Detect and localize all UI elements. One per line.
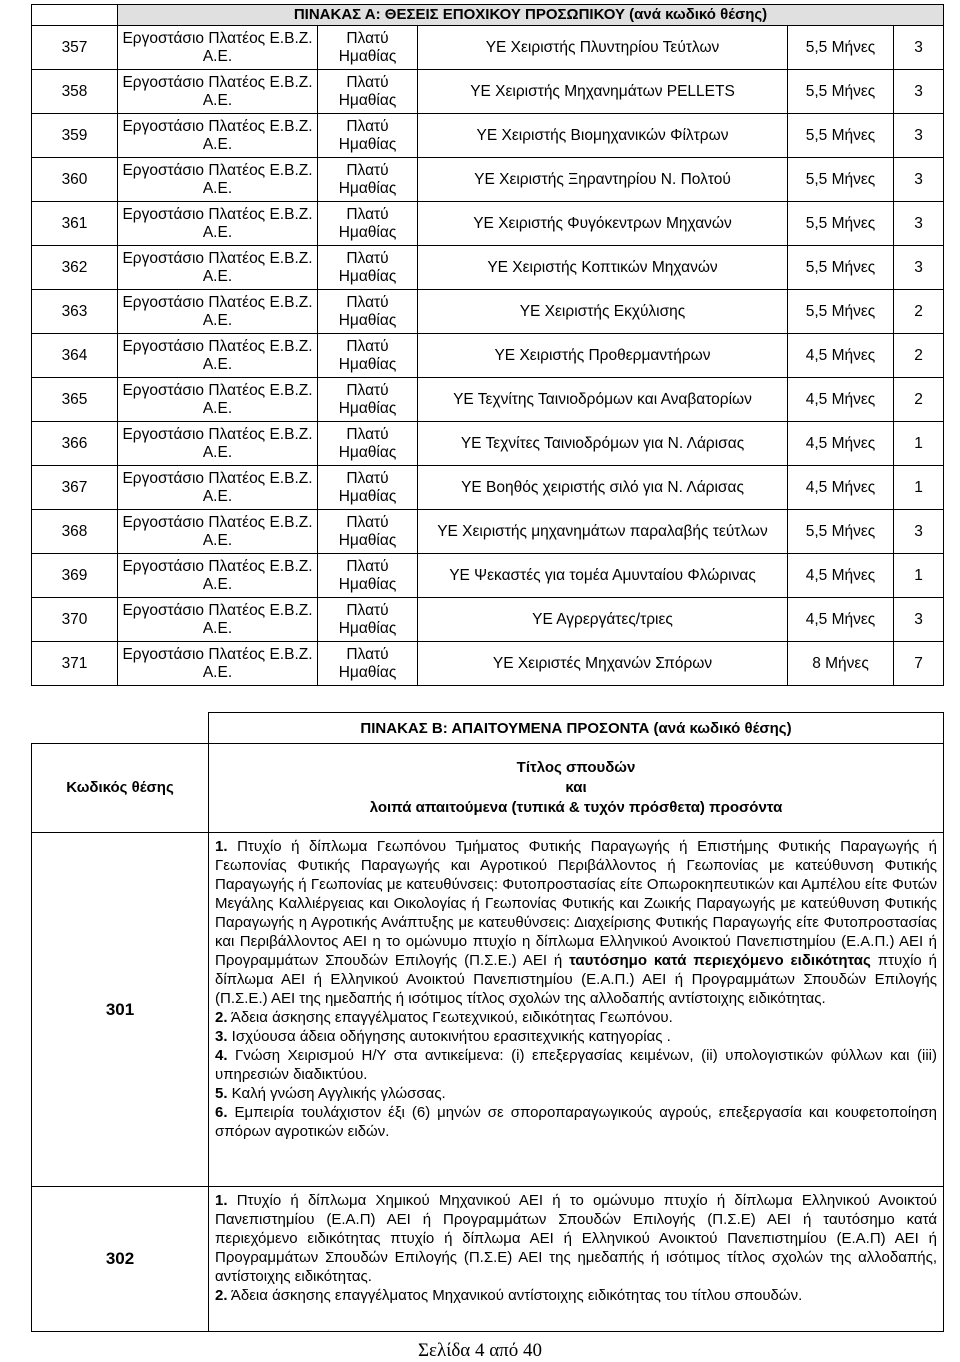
row-specialty: ΥΕ Τεχνίτης Ταινιοδρόμων και Αναβατορίων (418, 378, 788, 422)
row-code: 367 (32, 466, 118, 510)
row-count: 1 (894, 466, 944, 510)
table-a-title-row (32, 5, 944, 26)
row-location: Πλατύ Ημαθίας (318, 334, 418, 378)
table-b-header-row (32, 744, 944, 833)
table-row (32, 26, 944, 70)
header-line-3: λοιπά απαιτούμενα (τυπικά & τυχόν πρόσθετα) προσόντα (369, 799, 783, 816)
table-b-title-spacer (32, 713, 209, 744)
table-row (32, 202, 944, 246)
table-a-title-spacer (32, 5, 118, 26)
requirement-emphasis: ταυτόσημο κατά περιεχόμενο ειδικότητας (569, 952, 871, 969)
row-specialty: ΥΕ Χειριστής μηχανημάτων παραλαβής τεύτλων (418, 510, 788, 554)
requirement-text: Πτυχίο ή δίπλωμα Γεωπόνου Τμήματος Φυτικής Παραγωγής ή Επιστήμης Φυτικής Παραγωγής ή Γεωπονίας Φυτικής Παραγωγής και Αγροτικού Περιβάλλοντος ή Γεωπονίας με κατεύθυνση Φυτικής Παραγωγής ή Γεωπονίας με κατευθύνσεις: Φυτοπροστασίας είτε Οπωροκηπευτικών και Αμπέλου είτε Φυτών Μεγάλης Καλλιέργειας και Οικολογίας ή Γεωπονίας Φυτικής και Ζωικής Παραγωγής με κατεύθυνση Φυτικής Παραγωγής η Αγροτικής Ανάπτυξης με κατευθύνσεις: Διαχείρισης Φυτικής Παραγωγής είτε Φυτοπροστασίας και Περιβάλλοντος ΑΕΙ η το ομώνυμο πτυχίο η δίπλωμα Ελληνικού Ανοικτού Πανεπιστημίου (Ε.Α.Π.) ΑΕΙ ή Προγραμμάτων Σπουδών Επιλογής (Π.Σ.Ε.) ΑΕΙ ή (215, 838, 937, 969)
row-location: Πλατύ Ημαθίας (318, 114, 418, 158)
row-specialty: ΥΕ Χειριστής Μηχανημάτων PELLETS (418, 70, 788, 114)
row-service: Εργοστάσιο Πλατέος Ε.Β.Ζ. Α.Ε. (118, 422, 318, 466)
requirement-item (215, 837, 937, 1008)
requirement-item (215, 1191, 937, 1286)
header-line-2: και (565, 779, 587, 796)
row-specialty: ΥΕ Ψεκαστές για τομέα Αμυνταίου Φλώρινας (418, 554, 788, 598)
row-specialty: ΥΕ Χειριστής Πλυντηρίου Τεύτλων (418, 26, 788, 70)
header-line-1: Τίτλος σπουδών (516, 759, 636, 776)
requirement-number: 1. (215, 838, 228, 855)
row-service: Εργοστάσιο Πλατέος Ε.Β.Ζ. Α.Ε. (118, 26, 318, 70)
row-service: Εργοστάσιο Πλατέος Ε.Β.Ζ. Α.Ε. (118, 202, 318, 246)
position-code: 302 (32, 1187, 209, 1332)
row-count: 7 (894, 642, 944, 686)
table-row (32, 833, 944, 1187)
row-duration: 4,5 Μήνες (788, 554, 894, 598)
table-a-title: ΠΙΝΑΚΑΣ Α: ΘΕΣΕΙΣ ΕΠΟΧΙΚΟΥ ΠΡΟΣΩΠΙΚΟΥ (ανά κωδικό θέσης) (118, 5, 944, 26)
row-duration: 5,5 Μήνες (788, 246, 894, 290)
row-service: Εργοστάσιο Πλατέος Ε.Β.Ζ. Α.Ε. (118, 114, 318, 158)
row-count: 2 (894, 334, 944, 378)
row-specialty: ΥΕ Βοηθός χειριστής σιλό για Ν. Λάρισας (418, 466, 788, 510)
row-specialty: ΥΕ Χειριστές Μηχανών Σπόρων (418, 642, 788, 686)
row-duration: 4,5 Μήνες (788, 334, 894, 378)
row-location: Πλατύ Ημαθίας (318, 246, 418, 290)
row-service: Εργοστάσιο Πλατέος Ε.Β.Ζ. Α.Ε. (118, 510, 318, 554)
row-location: Πλατύ Ημαθίας (318, 554, 418, 598)
table-row (32, 246, 944, 290)
row-location: Πλατύ Ημαθίας (318, 598, 418, 642)
row-location: Πλατύ Ημαθίας (318, 642, 418, 686)
requirement-number: 3. (215, 1028, 228, 1045)
row-duration: 5,5 Μήνες (788, 202, 894, 246)
requirement-item (215, 1286, 937, 1305)
row-service: Εργοστάσιο Πλατέος Ε.Β.Ζ. Α.Ε. (118, 290, 318, 334)
row-duration: 4,5 Μήνες (788, 378, 894, 422)
row-count: 3 (894, 202, 944, 246)
row-service: Εργοστάσιο Πλατέος Ε.Β.Ζ. Α.Ε. (118, 598, 318, 642)
requirement-number: 5. (215, 1085, 228, 1102)
table-row (32, 642, 944, 686)
row-code: 357 (32, 26, 118, 70)
row-duration: 5,5 Μήνες (788, 26, 894, 70)
requirements-cell (209, 833, 944, 1187)
row-location: Πλατύ Ημαθίας (318, 422, 418, 466)
column-header-code: Κωδικός θέσης (32, 744, 209, 833)
row-specialty: ΥΕ Χειριστής Κοπτικών Μηχανών (418, 246, 788, 290)
table-row (32, 598, 944, 642)
row-code: 360 (32, 158, 118, 202)
row-location: Πλατύ Ημαθίας (318, 378, 418, 422)
row-service: Εργοστάσιο Πλατέος Ε.Β.Ζ. Α.Ε. (118, 378, 318, 422)
page-footer: Σελίδα 4 από 40 (417, 1340, 543, 1361)
row-specialty: ΥΕ Αγρεργάτες/τριες (418, 598, 788, 642)
table-row (32, 510, 944, 554)
row-code: 359 (32, 114, 118, 158)
row-count: 3 (894, 158, 944, 202)
requirement-text: Άδεια άσκησης επαγγέλματος Γεωτεχνικού, ειδικότητας Γεωπόνου. (227, 1009, 673, 1026)
row-duration: 5,5 Μήνες (788, 290, 894, 334)
row-specialty: ΥΕ Χειριστής Βιομηχανικών Φίλτρων (418, 114, 788, 158)
table-row (32, 1187, 944, 1332)
row-code: 369 (32, 554, 118, 598)
requirement-text: Άδεια άσκησης επαγγέλματος Μηχανικού αντίστοιχης ειδικότητας του τίτλου σπουδών. (227, 1287, 803, 1304)
row-duration: 5,5 Μήνες (788, 510, 894, 554)
requirement-text: Πτυχίο ή δίπλωμα Χημικού Μηχανικού ΑΕΙ ή το ομώνυμο πτυχίο ή δίπλωμα Ελληνικού Ανοικτού Πανεπιστημίου (Ε.Α.Π) ΑΕΙ ή Προγραμμάτων Σπουδών Επιλογής (Π.Σ.Ε) ΑΕΙ ή ταυτόσημο κατά περιεχόμενο ειδικότητας πτυχίο ή δίπλωμα ΑΕΙ ή Ελληνικού Ανοικτού Πανεπιστημίου (Ε.Α.Π) ΑΕΙ ή Προγραμμάτων Σπουδών Επιλογής (Π.Σ.Ε) ΑΕΙ της ημεδαπής ή ισότιμος τίτλος σχολών της αλλοδαπής, αντίστοιχης ειδικότητας. (215, 1192, 937, 1285)
requirement-text: Καλή γνώση Αγγλικής γλώσσας. (227, 1085, 446, 1102)
row-location: Πλατύ Ημαθίας (318, 158, 418, 202)
requirements-cell (209, 1187, 944, 1332)
row-code: 358 (32, 70, 118, 114)
requirement-item (215, 1008, 937, 1027)
row-duration: 5,5 Μήνες (788, 158, 894, 202)
row-count: 3 (894, 26, 944, 70)
row-specialty: ΥΕ Χειριστής Εκχύλισης (418, 290, 788, 334)
row-code: 370 (32, 598, 118, 642)
row-specialty: ΥΕ Τεχνίτες Ταινιοδρόμων για Ν. Λάρισας (418, 422, 788, 466)
row-service: Εργοστάσιο Πλατέος Ε.Β.Ζ. Α.Ε. (118, 158, 318, 202)
requirement-item (215, 1103, 937, 1141)
table-row (32, 334, 944, 378)
row-specialty: ΥΕ Χειριστής Φυγόκεντρων Μηχανών (418, 202, 788, 246)
table-row (32, 158, 944, 202)
requirement-number: 6. (215, 1104, 228, 1121)
row-code: 365 (32, 378, 118, 422)
row-code: 368 (32, 510, 118, 554)
row-code: 362 (32, 246, 118, 290)
row-code: 361 (32, 202, 118, 246)
requirement-number: 2. (215, 1009, 228, 1026)
row-code: 371 (32, 642, 118, 686)
requirement-text: Ισχύουσα άδεια οδήγησης αυτοκινήτου ερασιτεχνικής κατηγορίας . (227, 1028, 671, 1045)
row-location: Πλατύ Ημαθίας (318, 510, 418, 554)
table-a (31, 4, 944, 686)
row-count: 2 (894, 378, 944, 422)
row-service: Εργοστάσιο Πλατέος Ε.Β.Ζ. Α.Ε. (118, 246, 318, 290)
row-duration: 4,5 Μήνες (788, 466, 894, 510)
requirement-item (215, 1027, 937, 1046)
table-b-title: ΠΙΝΑΚΑΣ Β: ΑΠΑΙΤΟΥΜΕΝΑ ΠΡΟΣΟΝΤΑ (ανά κωδικό θέσης) (209, 713, 944, 744)
table-row (32, 378, 944, 422)
column-header-requirements (209, 744, 944, 833)
requirement-item (215, 1046, 937, 1084)
row-count: 3 (894, 70, 944, 114)
row-specialty: ΥΕ Χειριστής Ξηραντηρίου Ν. Πολτού (418, 158, 788, 202)
row-service: Εργοστάσιο Πλατέος Ε.Β.Ζ. Α.Ε. (118, 70, 318, 114)
table-b-title-row (32, 713, 944, 744)
table-row (32, 554, 944, 598)
row-specialty: ΥΕ Χειριστής Προθερμαντήρων (418, 334, 788, 378)
table-row (32, 290, 944, 334)
table-row (32, 114, 944, 158)
row-service: Εργοστάσιο Πλατέος Ε.Β.Ζ. Α.Ε. (118, 334, 318, 378)
requirement-number: 1. (215, 1192, 228, 1209)
row-count: 2 (894, 290, 944, 334)
requirement-number: 2. (215, 1287, 228, 1304)
row-count: 3 (894, 114, 944, 158)
row-duration: 5,5 Μήνες (788, 114, 894, 158)
row-code: 366 (32, 422, 118, 466)
table-row (32, 466, 944, 510)
row-duration: 5,5 Μήνες (788, 70, 894, 114)
row-code: 363 (32, 290, 118, 334)
requirement-item (215, 1084, 937, 1103)
row-service: Εργοστάσιο Πλατέος Ε.Β.Ζ. Α.Ε. (118, 642, 318, 686)
row-location: Πλατύ Ημαθίας (318, 290, 418, 334)
requirement-text-continued: πτυχίο ή δίπλωμα ΑΕΙ ή Ελληνικού Ανοικτού Πανεπιστημίου (Ε.Α.Π.) ΑΕΙ ή Προγραμμάτων Σπουδών Επιλογής (Π.Σ.Ε.) ΑΕΙ της ημεδαπής ή ισότιμος τίτλος σχολών της αλλοδαπής αντίστοιχης ειδικότητας. (215, 952, 938, 1007)
row-location: Πλατύ Ημαθίας (318, 466, 418, 510)
row-duration: 8 Μήνες (788, 642, 894, 686)
row-location: Πλατύ Ημαθίας (318, 202, 418, 246)
table-b (31, 712, 944, 1332)
row-count: 3 (894, 510, 944, 554)
row-count: 1 (894, 554, 944, 598)
row-service: Εργοστάσιο Πλατέος Ε.Β.Ζ. Α.Ε. (118, 466, 318, 510)
row-duration: 4,5 Μήνες (788, 598, 894, 642)
position-code: 301 (32, 833, 209, 1187)
table-row (32, 422, 944, 466)
row-location: Πλατύ Ημαθίας (318, 26, 418, 70)
row-code: 364 (32, 334, 118, 378)
table-row (32, 70, 944, 114)
row-count: 1 (894, 422, 944, 466)
row-count: 3 (894, 246, 944, 290)
row-service: Εργοστάσιο Πλατέος Ε.Β.Ζ. Α.Ε. (118, 554, 318, 598)
requirement-text: Γνώση Χειρισμού Η/Υ στα αντικείμενα: (i) επεξεργασίας κειμένων, (ii) υπολογιστικών φύλλων και (iii) υπηρεσιών διαδικτύου. (215, 1047, 937, 1083)
row-location: Πλατύ Ημαθίας (318, 70, 418, 114)
row-count: 3 (894, 598, 944, 642)
requirement-number: 4. (215, 1047, 228, 1064)
row-duration: 4,5 Μήνες (788, 422, 894, 466)
requirement-text: Εμπειρία τουλάχιστον έξι (6) μηνών σε σποροπαραγωγικούς αγρούς, επεξεργασία και κουφετοποίηση σπόρων αγροτικών ειδών. (215, 1104, 937, 1140)
